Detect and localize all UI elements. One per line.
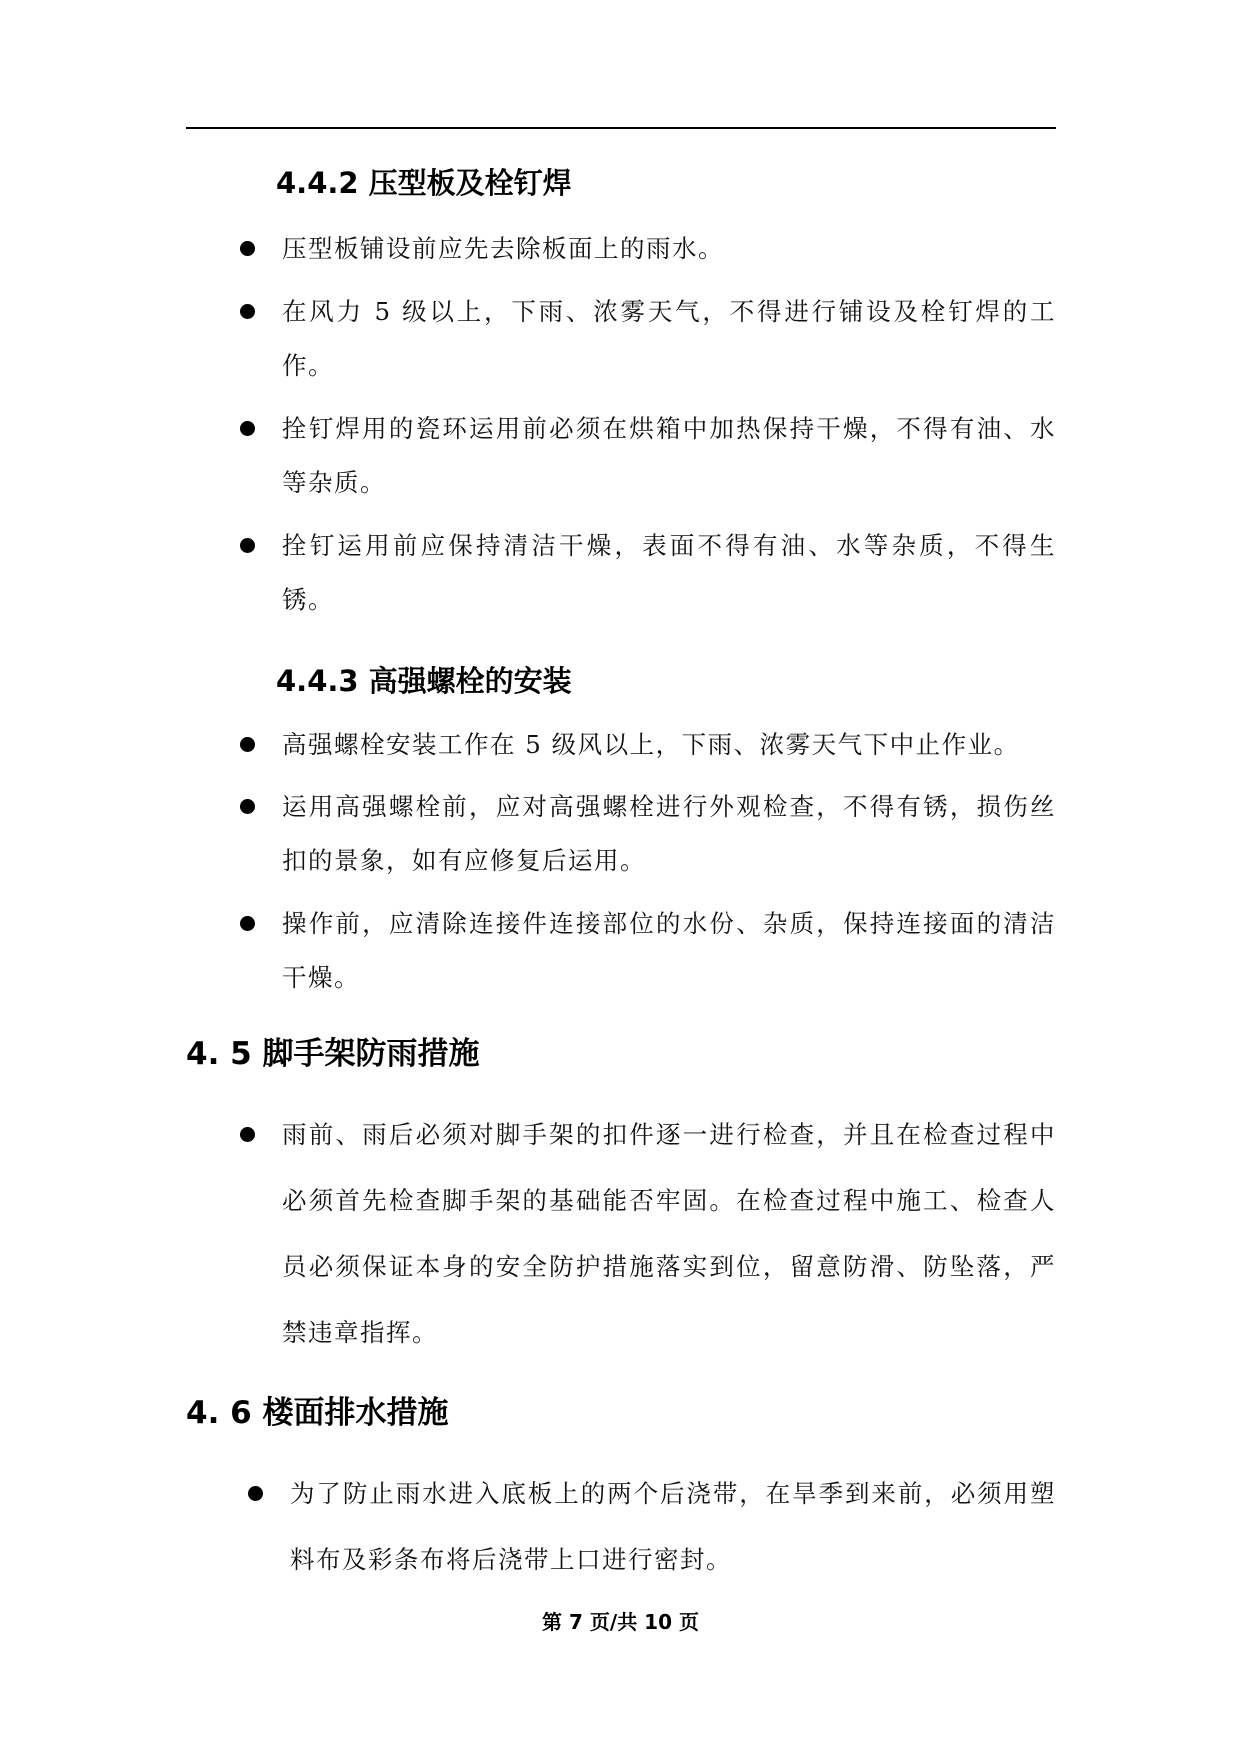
list-item-text: 在风力 5 级以上，下雨、浓雾天气，不得进行铺设及栓钉焊的工作。 [282,297,1056,380]
header-rule [186,127,1056,129]
bullet-icon [240,421,255,436]
list-item-text: 拴钉运用前应保持清洁干燥，表面不得有油、水等杂质，不得生锈。 [282,531,1056,614]
bullet-icon [240,737,255,752]
list-item-text: 高强螺栓安装工作在 5 级风以上，下雨、浓雾天气下中止作业。 [282,730,1020,759]
page-number: 第 7 页/共 10 页 [542,1610,699,1634]
bullet-icon [240,799,255,814]
list-item-text: 运用高强螺栓前，应对高强螺栓进行外观检查，不得有锈，损伤丝扣的景象，如有应修复后运用。 [282,792,1056,875]
bullet-icon [248,1486,263,1501]
bullet-icon [240,538,255,553]
list-item-text: 雨前、雨后必须对脚手架的扣件逐一进行检查，并且在检查过程中必须首先检查脚手架的基础能否牢固。在检查过程中施工、检查人员必须保证本身的安全防护措施落实到位，留意防滑、防坠落，严禁违章指挥。 [282,1120,1056,1347]
heading-4-6: 4. 6 楼面排水措施 [186,1395,449,1431]
list-item-text: 拴钉焊用的瓷环运用前必须在烘箱中加热保持干燥，不得有油、水等杂质。 [282,414,1056,497]
bullet-icon [240,304,255,319]
bullet-icon [240,241,255,256]
list-item-text: 为了防止雨水进入底板上的两个后浇带，在旱季到来前，必须用塑料布及彩条布将后浇带上口进行密封。 [290,1479,1056,1574]
heading-4-4-3: 4.4.3 高强螺栓的安装 [276,664,572,698]
list-item-text: 压型板铺设前应先去除板面上的雨水。 [282,234,724,263]
heading-4-4-2: 4.4.2 压型板及栓钉焊 [276,166,572,200]
bullet-icon [240,916,255,931]
bullet-icon [240,1127,255,1142]
heading-4-5: 4. 5 脚手架防雨措施 [186,1036,480,1072]
list-item-text: 操作前，应清除连接件连接部位的水份、杂质，保持连接面的清洁干燥。 [282,909,1056,992]
